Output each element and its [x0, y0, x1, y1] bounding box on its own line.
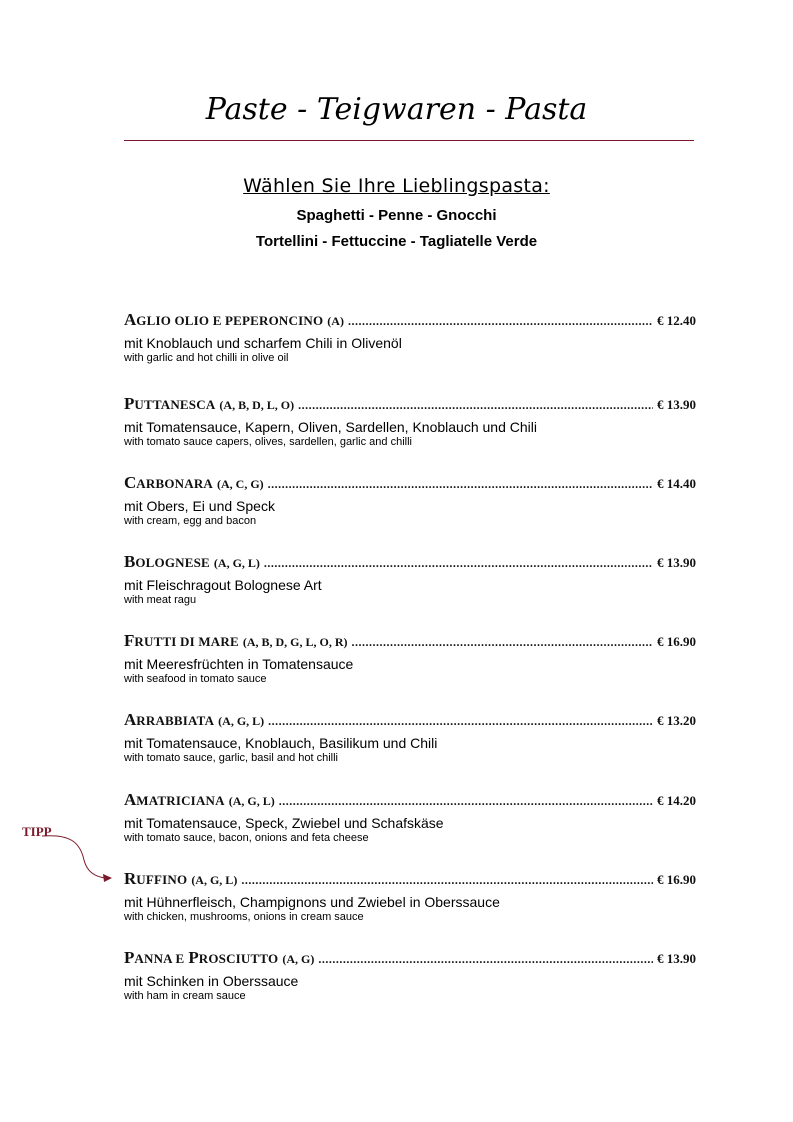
- menu-item-carbonara: [124, 473, 696, 527]
- item-description-de: mit Hühnerfleisch, Champignons und Zwiebel in Oberssauce: [124, 894, 500, 910]
- dot-leader: [268, 477, 653, 492]
- item-name: PANNA E PROSCIUTTO: [124, 948, 279, 967]
- item-description-en: with ham in cream sauce: [124, 990, 246, 1002]
- item-price: € 13.90: [657, 951, 696, 966]
- item-description-en: with tomato sauce, garlic, basil and hot chilli: [124, 752, 338, 764]
- item-price: € 13.20: [657, 713, 696, 728]
- menu-item-bolognese: [124, 552, 696, 606]
- item-description-en: with chicken, mushrooms, onions in cream sauce: [124, 911, 364, 923]
- item-description-de: mit Tomatensauce, Knoblauch, Basilikum und Chili: [124, 735, 438, 751]
- dot-leader: [318, 952, 653, 967]
- item-description-de: mit Obers, Ei und Speck: [124, 498, 275, 514]
- tipp-arrow-icon: [40, 830, 120, 885]
- menu-item-frutti-di-mare: [124, 631, 696, 685]
- item-description-de: mit Tomatensauce, Kapern, Oliven, Sardellen, Knoblauch und Chili: [124, 419, 537, 435]
- item-name: FRUTTI DI MARE: [124, 631, 239, 650]
- pasta-shapes-line-1: Spaghetti - Penne - Gnocchi: [296, 207, 497, 224]
- item-description-de: mit Knoblauch und scharfem Chili in Olivenöl: [124, 335, 402, 351]
- dot-leader: [264, 556, 653, 571]
- item-price: € 16.90: [657, 634, 696, 649]
- menu-item-amatriciana: [124, 790, 696, 844]
- item-allergens: (A, B, D, L, O): [219, 398, 295, 412]
- item-allergens: (A, G, L): [213, 556, 260, 570]
- tipp-label: TIPP: [22, 824, 52, 839]
- dot-leader: [348, 314, 653, 329]
- item-price: € 14.40: [657, 476, 696, 491]
- item-description-en: with garlic and hot chilli in olive oil: [124, 352, 289, 364]
- dot-leader: [279, 794, 653, 809]
- item-name: PUTTANESCA: [124, 394, 216, 413]
- item-price: € 13.90: [657, 555, 696, 570]
- dot-leader: [241, 873, 653, 888]
- menu-item-panna-e-prosciutto: [124, 948, 696, 1002]
- item-description-en: with meat ragu: [124, 594, 197, 606]
- menu-item-puttanesca: [124, 394, 696, 448]
- item-allergens: (A, B, D, G, L, O, R): [242, 635, 348, 649]
- item-description-de: mit Tomatensauce, Speck, Zwiebel und Schafskäse: [124, 815, 444, 831]
- menu-item-aglio-olio: [124, 310, 696, 364]
- item-allergens: (A, C, G): [217, 477, 264, 491]
- item-price: € 13.90: [657, 397, 696, 412]
- dot-leader: [352, 635, 653, 650]
- item-description-de: mit Schinken in Oberssauce: [124, 973, 299, 989]
- pasta-shapes-line-2: Tortellini - Fettuccine - Tagliatelle Verde: [255, 233, 538, 250]
- title-divider: [124, 140, 694, 141]
- item-description-en: with tomato sauce capers, olives, sardellen, garlic and chilli: [124, 436, 412, 448]
- item-name: ARRABBIATA: [124, 710, 215, 729]
- item-allergens: (A, G, L): [218, 714, 265, 728]
- item-name: CARBONARA: [124, 473, 213, 492]
- page-title: Paste - Teigwaren - Pasta: [205, 92, 588, 127]
- item-name: BOLOGNESE: [124, 552, 210, 571]
- item-allergens: (A, G, L): [228, 794, 275, 808]
- item-name: AMATRICIANA: [124, 790, 225, 809]
- menu-item-ruffino: [124, 869, 696, 923]
- choose-heading: Wählen Sie Ihre Lieblingspasta:: [243, 175, 550, 197]
- item-description-en: with tomato sauce, bacon, onions and feta cheese: [124, 832, 369, 844]
- item-price: € 14.20: [657, 793, 696, 808]
- item-name: AGLIO OLIO E PEPERONCINO: [124, 310, 324, 329]
- item-allergens: (A): [327, 314, 344, 328]
- item-description-en: with cream, egg and bacon: [124, 515, 257, 527]
- item-allergens: (A, G): [282, 952, 315, 966]
- dot-leader: [268, 714, 653, 729]
- item-price: € 12.40: [657, 313, 696, 328]
- item-allergens: (A, G, L): [191, 873, 238, 887]
- dot-leader: [298, 398, 653, 413]
- item-price: € 16.90: [657, 872, 696, 887]
- item-description-de: mit Fleischragout Bolognese Art: [124, 577, 322, 593]
- item-description-de: mit Meeresfrüchten in Tomatensauce: [124, 656, 354, 672]
- menu-item-arrabbiata: [124, 710, 696, 764]
- item-description-en: with seafood in tomato sauce: [124, 673, 267, 685]
- item-name: RUFFINO: [124, 869, 188, 888]
